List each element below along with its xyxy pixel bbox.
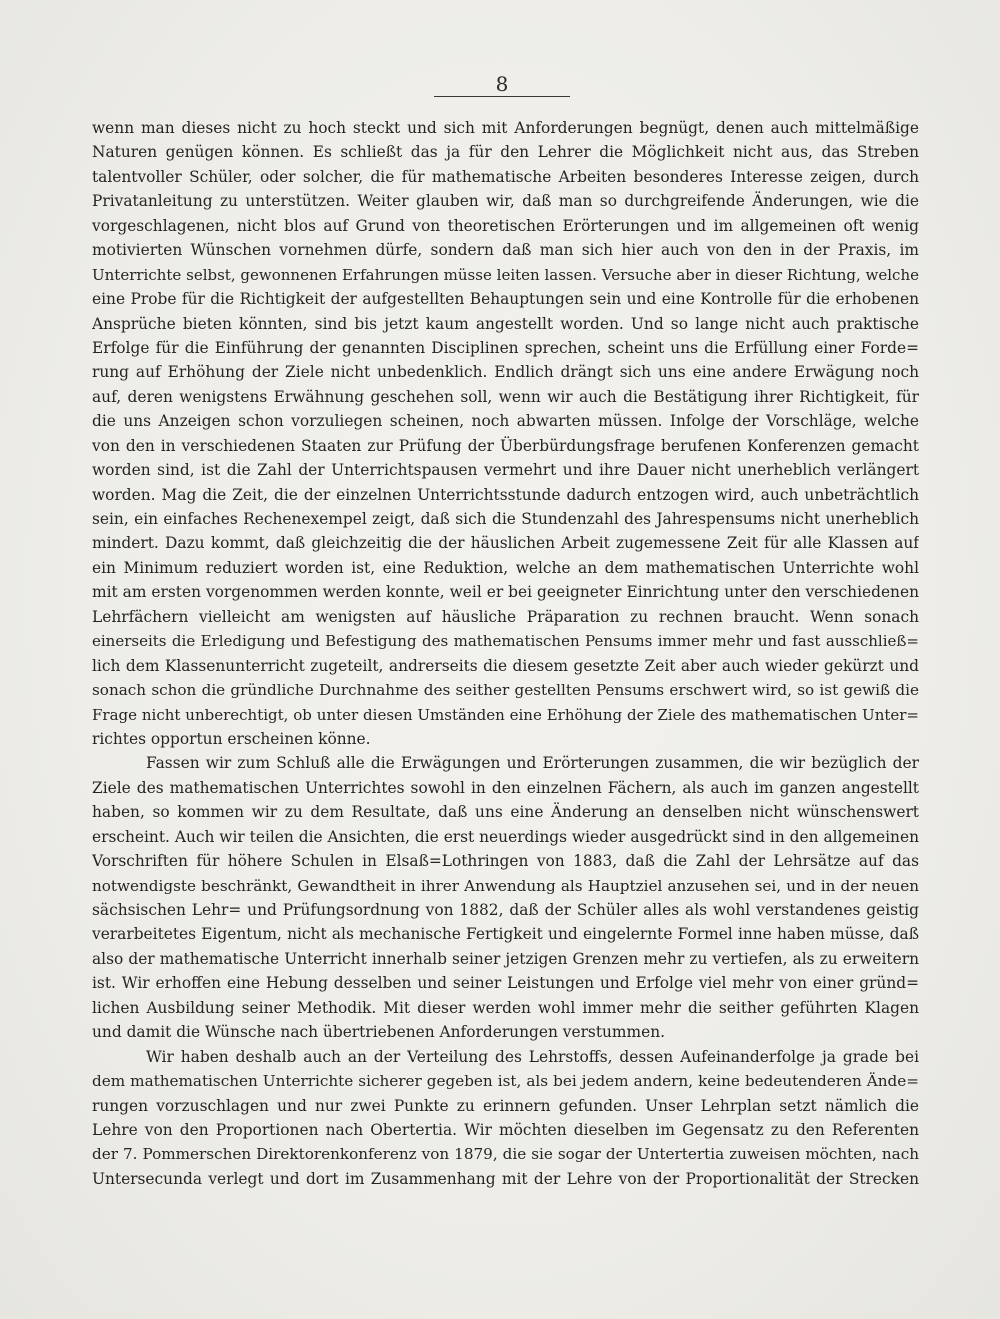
text-line: Fassen wir zum Schluß alle die Erwägungen und Erörterungen zusammen, die wir bezüglich der (146, 754, 919, 773)
text-line: talentvoller Schüler, oder solcher, die für mathematische Arbeiten besonderes Interesse zeigen, durch (92, 167, 919, 186)
body-text (92, 116, 919, 1191)
text-line: ist. Wir erhoffen eine Hebung desselben und seiner Leistungen und Erfolge viel mehr von einer gründ= (92, 974, 919, 993)
text-line: dem mathematischen Unterrichte sicherer gegeben ist, als bei jedem andern, keine bedeutenderen Ände= (92, 1072, 919, 1091)
page-number: 8 (495, 72, 509, 96)
text-line: auf, deren wenigstens Erwähnung geschehen soll, wenn wir auch die Bestätigung ihrer Richtigkeit, für (92, 387, 919, 406)
text-line: wenn man dieses nicht zu hoch steckt und sich mit Anforderungen begnügt, denen auch mittelmäßige (92, 119, 919, 137)
text-line: und damit die Wünsche nach übertriebenen Anforderungen verstummen. (92, 1023, 666, 1042)
text-line: erscheint. Auch wir teilen die Ansichten, die erst neuerdings wieder ausgedrückt sind in den allgemeinen (92, 827, 919, 846)
text-line: die uns Anzeigen schon vorzuliegen scheinen, noch abwarten müssen. Infolge der Vorschläge, welche (92, 412, 919, 431)
text-line: motivierten Wünschen vornehmen dürfe, sondern daß man sich hier auch von den in der Praxis, im (92, 241, 919, 260)
text-line: vorgeschlagenen, nicht blos auf Grund von theoretischen Erörterungen und im allgemeinen oft wenig (92, 216, 919, 235)
text-line: sächsischen Lehr= und Prüfungsordnung von 1882, daß der Schüler alles als wohl verstandenes geistig (92, 901, 919, 919)
text-line: eine Probe für die Richtigkeit der aufgestellten Behauptungen sein und eine Kontrolle für die erhobenen (92, 290, 919, 309)
text-line: mindert. Dazu kommt, daß gleichzeitig die der häuslichen Arbeit zugemessene Zeit für alle Klassen auf (92, 534, 919, 553)
text-line: Ansprüche bieten könnten, sind bis jetzt kaum angestellt worden. Und so lange nicht auch praktische (92, 314, 919, 333)
text-line: worden sind, ist die Zahl der Unterrichtspausen vermehrt und ihre Dauer nicht unerheblich verlängert (92, 461, 919, 480)
text-line: Wir haben deshalb auch an der Verteilung des Lehrstoffs, dessen Aufeinanderfolge ja grade bei (146, 1047, 919, 1066)
text-line: Naturen genügen können. Es schließt das ja für den Lehrer die Möglichkeit nicht aus, das Streben (92, 143, 919, 162)
text-line: einerseits die Erledigung und Befestigung des mathematischen Pensums immer mehr und fast ausschließ= (92, 632, 919, 651)
text-line: verarbeitetes Eigentum, nicht als mechanische Fertigkeit und eingelernte Formel inne haben müsse, daß (92, 925, 919, 944)
text-line: rungen vorzuschlagen und nur zwei Punkte zu erinnern gefunden. Unser Lehrplan setzt nämlich die (92, 1096, 919, 1115)
header-rule (434, 96, 570, 97)
text-line: Privatanleitung zu unterstützen. Weiter glauben wir, daß man so durchgreifende Änderungen, wie die (92, 192, 919, 211)
text-line: Lehrfächern vielleicht am wenigsten auf häusliche Präparation zu rechnen braucht. Wenn sonach (92, 607, 919, 626)
text-line: der 7. Pommerschen Direktorenkonferenz von 1879, die sie sogar der Untertertia zuweisen möchten, nach (92, 1145, 919, 1164)
text-line: Untersecunda verlegt und dort im Zusammenhang mit der Lehre von der Proportionalität der Strecken (92, 1169, 919, 1188)
text-line: sonach schon die gründliche Durchnahme des seither gestellten Pensums erschwert wird, so ist gewiß die (92, 681, 919, 700)
text-line: Lehre von den Proportionen nach Obertertia. Wir möchten dieselben im Gegensatz zu den Referenten (92, 1120, 919, 1139)
text-line: mit am ersten vorgenommen werden konnte, weil er bei geeigneter Einrichtung unter den verschiedenen (92, 583, 919, 602)
text-line: Erfolge für die Einführung der genannten Disciplinen sprechen, scheint uns die Erfüllung einer Forde= (92, 338, 919, 357)
text-line: rung auf Erhöhung der Ziele nicht unbedenklich. Endlich drängt sich uns eine andere Erwägung noch (92, 363, 919, 382)
text-line: Unterrichte selbst, gewonnenen Erfahrungen müsse leiten lassen. Versuche aber in dieser Richtung, welche (92, 265, 919, 284)
text-line: lichen Ausbildung seiner Methodik. Mit dieser werden wohl immer mehr die seither geführten Klagen (92, 998, 919, 1017)
text-line: von den in verschiedenen Staaten zur Prüfung der Überbürdungsfrage berufenen Konferenzen gemacht (92, 436, 919, 455)
text-line: also der mathematische Unterricht innerhalb seiner jetzigen Grenzen mehr zu vertiefen, als zu erweitern (92, 949, 919, 968)
text-line: Ziele des mathematischen Unterrichtes sowohl in den einzelnen Fächern, als auch im ganzen angestellt (92, 778, 919, 797)
text-line: notwendigste beschränkt, Gewandtheit in ihrer Anwendung als Hauptziel anzusehen sei, und in der neuen (92, 876, 919, 895)
text-line: ein Minimum reduziert worden ist, eine Reduktion, welche an dem mathematischen Unterrichte wohl (92, 558, 919, 577)
text-line: richtes opportun erscheinen könne. (92, 729, 371, 748)
text-line: Vorschriften für höhere Schulen in Elsaß=Lothringen von 1883, daß die Zahl der Lehrsätze auf das (92, 852, 919, 871)
text-line: lich dem Klassenunterricht zugeteilt, andrerseits die diesem gesetzte Zeit aber auch wieder gekürzt und (92, 656, 919, 675)
text-line: haben, so kommen wir zu dem Resultate, daß uns eine Änderung an denselben nicht wünschenswert (92, 803, 919, 822)
text-line: worden. Mag die Zeit, die der einzelnen Unterrichtsstunde dadurch entzogen wird, auch unbeträchtlich (92, 485, 919, 504)
text-line: Frage nicht unberechtigt, ob unter diesen Umständen eine Erhöhung der Ziele des mathematischen Unter= (92, 705, 919, 724)
text-line: sein, ein einfaches Rechenexempel zeigt, daß sich die Stundenzahl des Jahrespensums nicht unerheblich (92, 510, 919, 528)
